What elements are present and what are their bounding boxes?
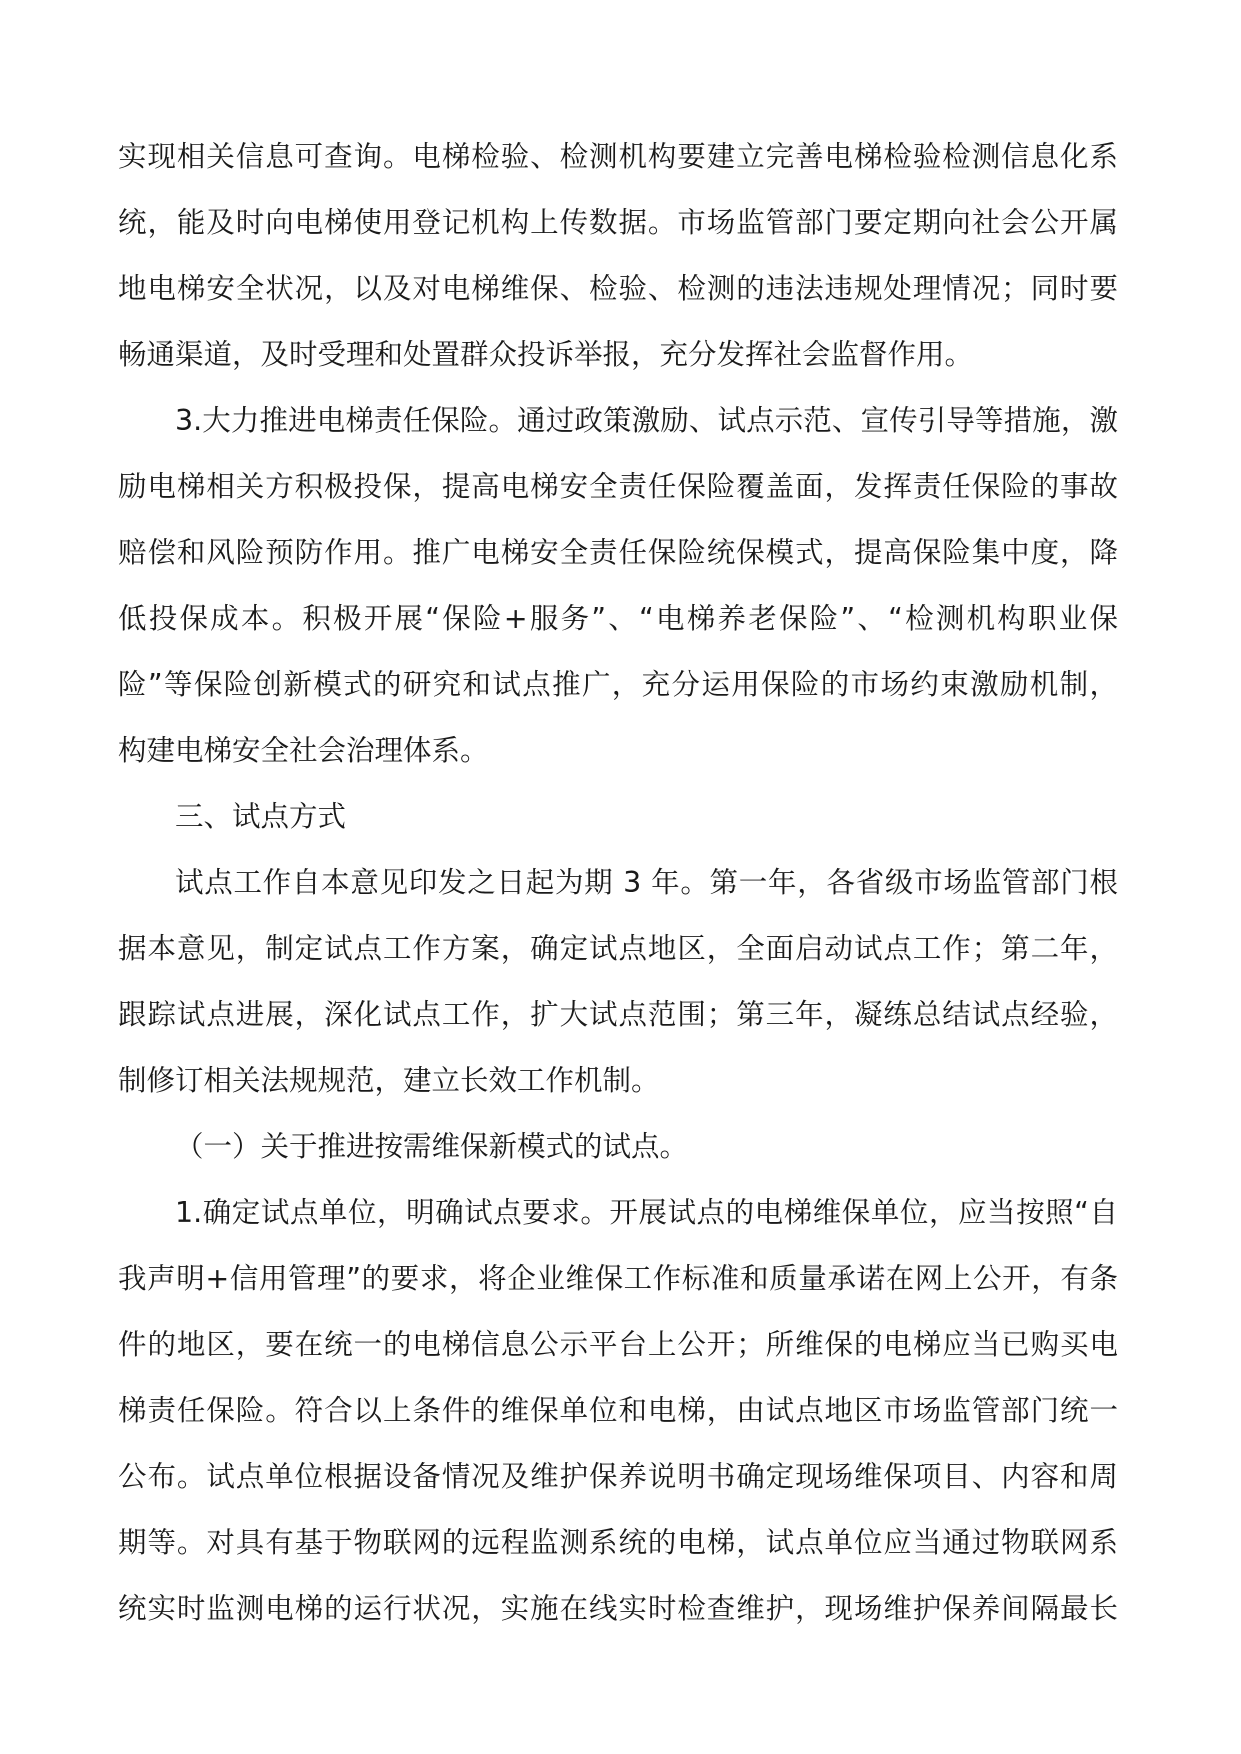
text-line: 构建电梯安全社会治理体系。: [118, 734, 489, 767]
document-body: [118, 124, 1118, 1642]
text-line: 畅通渠道，及时受理和处置群众投诉举报，充分发挥社会监督作用。: [118, 338, 974, 371]
text-line: 跟踪试点进展，深化试点工作，扩大试点范围；第三年，凝练总结试点经验，: [118, 998, 1118, 1031]
paragraph-first-line: 试点工作自本意见印发之日起为期 3 年。第一年，各省级市场监管部门根: [175, 866, 1118, 899]
text-line: 实现相关信息可查询。电梯检验、检测机构要建立完善电梯检验检测信息化系: [118, 140, 1118, 173]
text-line: 我声明+信用管理”的要求，将企业维保工作标准和质量承诺在网上公开，有条: [118, 1262, 1118, 1295]
text-line: 统实时监测电梯的运行状况，实施在线实时检查维护，现场维护保养间隔最长: [118, 1592, 1118, 1625]
text-line: 公布。试点单位根据设备情况及维护保养说明书确定现场维保项目、内容和周: [118, 1460, 1118, 1493]
text-line: 制修订相关法规规范，建立长效工作机制。: [118, 1064, 660, 1097]
text-line: 梯责任保险。符合以上条件的维保单位和电梯，由试点地区市场监管部门统一: [118, 1394, 1118, 1427]
paragraph-first-line: 3.大力推进电梯责任保险。通过政策激励、试点示范、宣传引导等措施，激: [175, 404, 1118, 437]
text-line: 励电梯相关方积极投保，提高电梯安全责任保险覆盖面，发挥责任保险的事故: [118, 470, 1118, 503]
text-line: 件的地区，要在统一的电梯信息公示平台上公开；所维保的电梯应当已购买电: [118, 1328, 1118, 1361]
paragraph-first-line: 1.确定试点单位，明确试点要求。开展试点的电梯维保单位，应当按照“自: [175, 1196, 1118, 1229]
text-line: 据本意见，制定试点工作方案，确定试点地区，全面启动试点工作；第二年，: [118, 932, 1118, 965]
text-line: 统，能及时向电梯使用登记机构上传数据。市场监管部门要定期向社会公开属: [118, 206, 1118, 239]
text-line: 低投保成本。积极开展“保险+服务”、“电梯养老保险”、“检测机构职业保: [118, 602, 1118, 635]
subsection-heading: （一）关于推进按需维保新模式的试点。: [175, 1130, 689, 1163]
section-heading: 三、试点方式: [175, 800, 347, 833]
text-line: 险”等保险创新模式的研究和试点推广，充分运用保险的市场约束激励机制，: [118, 668, 1118, 701]
text-line: 赔偿和风险预防作用。推广电梯安全责任保险统保模式，提高保险集中度，降: [118, 536, 1118, 569]
text-line: 期等。对具有基于物联网的远程监测系统的电梯，试点单位应当通过物联网系: [118, 1526, 1118, 1559]
text-line: 地电梯安全状况，以及对电梯维保、检验、检测的违法违规处理情况；同时要: [118, 272, 1118, 305]
